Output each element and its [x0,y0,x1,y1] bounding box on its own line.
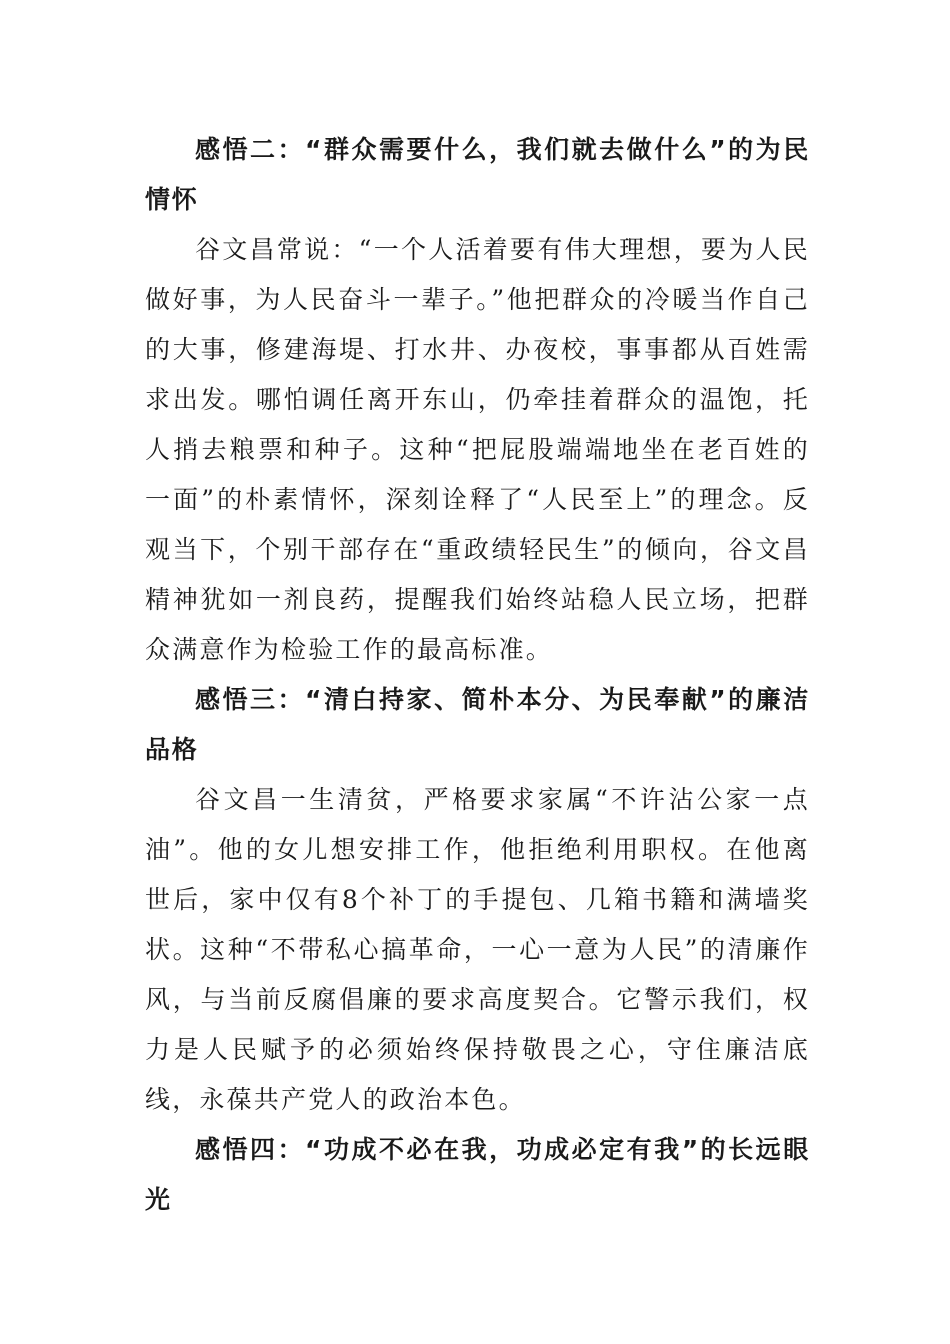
section-heading-2: 感悟二：“群众需要什么，我们就去做什么”的为民情怀 [145,135,810,214]
section-heading-4: 感悟四：“功成不必在我，功成必定有我”的长远眼光 [145,1135,810,1214]
document-body [145,125,810,1225]
section-heading-3: 感悟三：“清白持家、简朴本分、为民奉献”的廉洁品格 [145,685,810,764]
section-paragraph-3: 谷文昌一生清贫，严格要求家属“不许沾公家一点油”。他的女儿想安排工作，他拒绝利用职权。在他离世后，家中仅有8个补丁的手提包、几箱书籍和满墙奖状。这种“不带私心搞革命，一心一意为人民”的清廉作风，与当前反腐倡廉的要求高度契合。它警示我们，权力是人民赋予的必须始终保持敬畏之心，守住廉洁底线，永葆共产党人的政治本色。 [145,785,810,1114]
section-paragraph-2: 谷文昌常说：“一个人活着要有伟大理想，要为人民做好事，为人民奋斗一辈子。”他把群众的冷暖当作自己的大事，修建海堤、打水井、办夜校，事事都从百姓需求出发。哪怕调任离开东山，仍牵挂着群众的温饱，托人捎去粮票和种子。这种“把屁股端端地坐在老百姓的一面”的朴素情怀，深刻诠释了“人民至上”的理念。反观当下，个别干部存在“重政绩轻民生”的倾向，谷文昌精神犹如一剂良药，提醒我们始终站稳人民立场，把群众满意作为检验工作的最高标准。 [145,235,810,664]
